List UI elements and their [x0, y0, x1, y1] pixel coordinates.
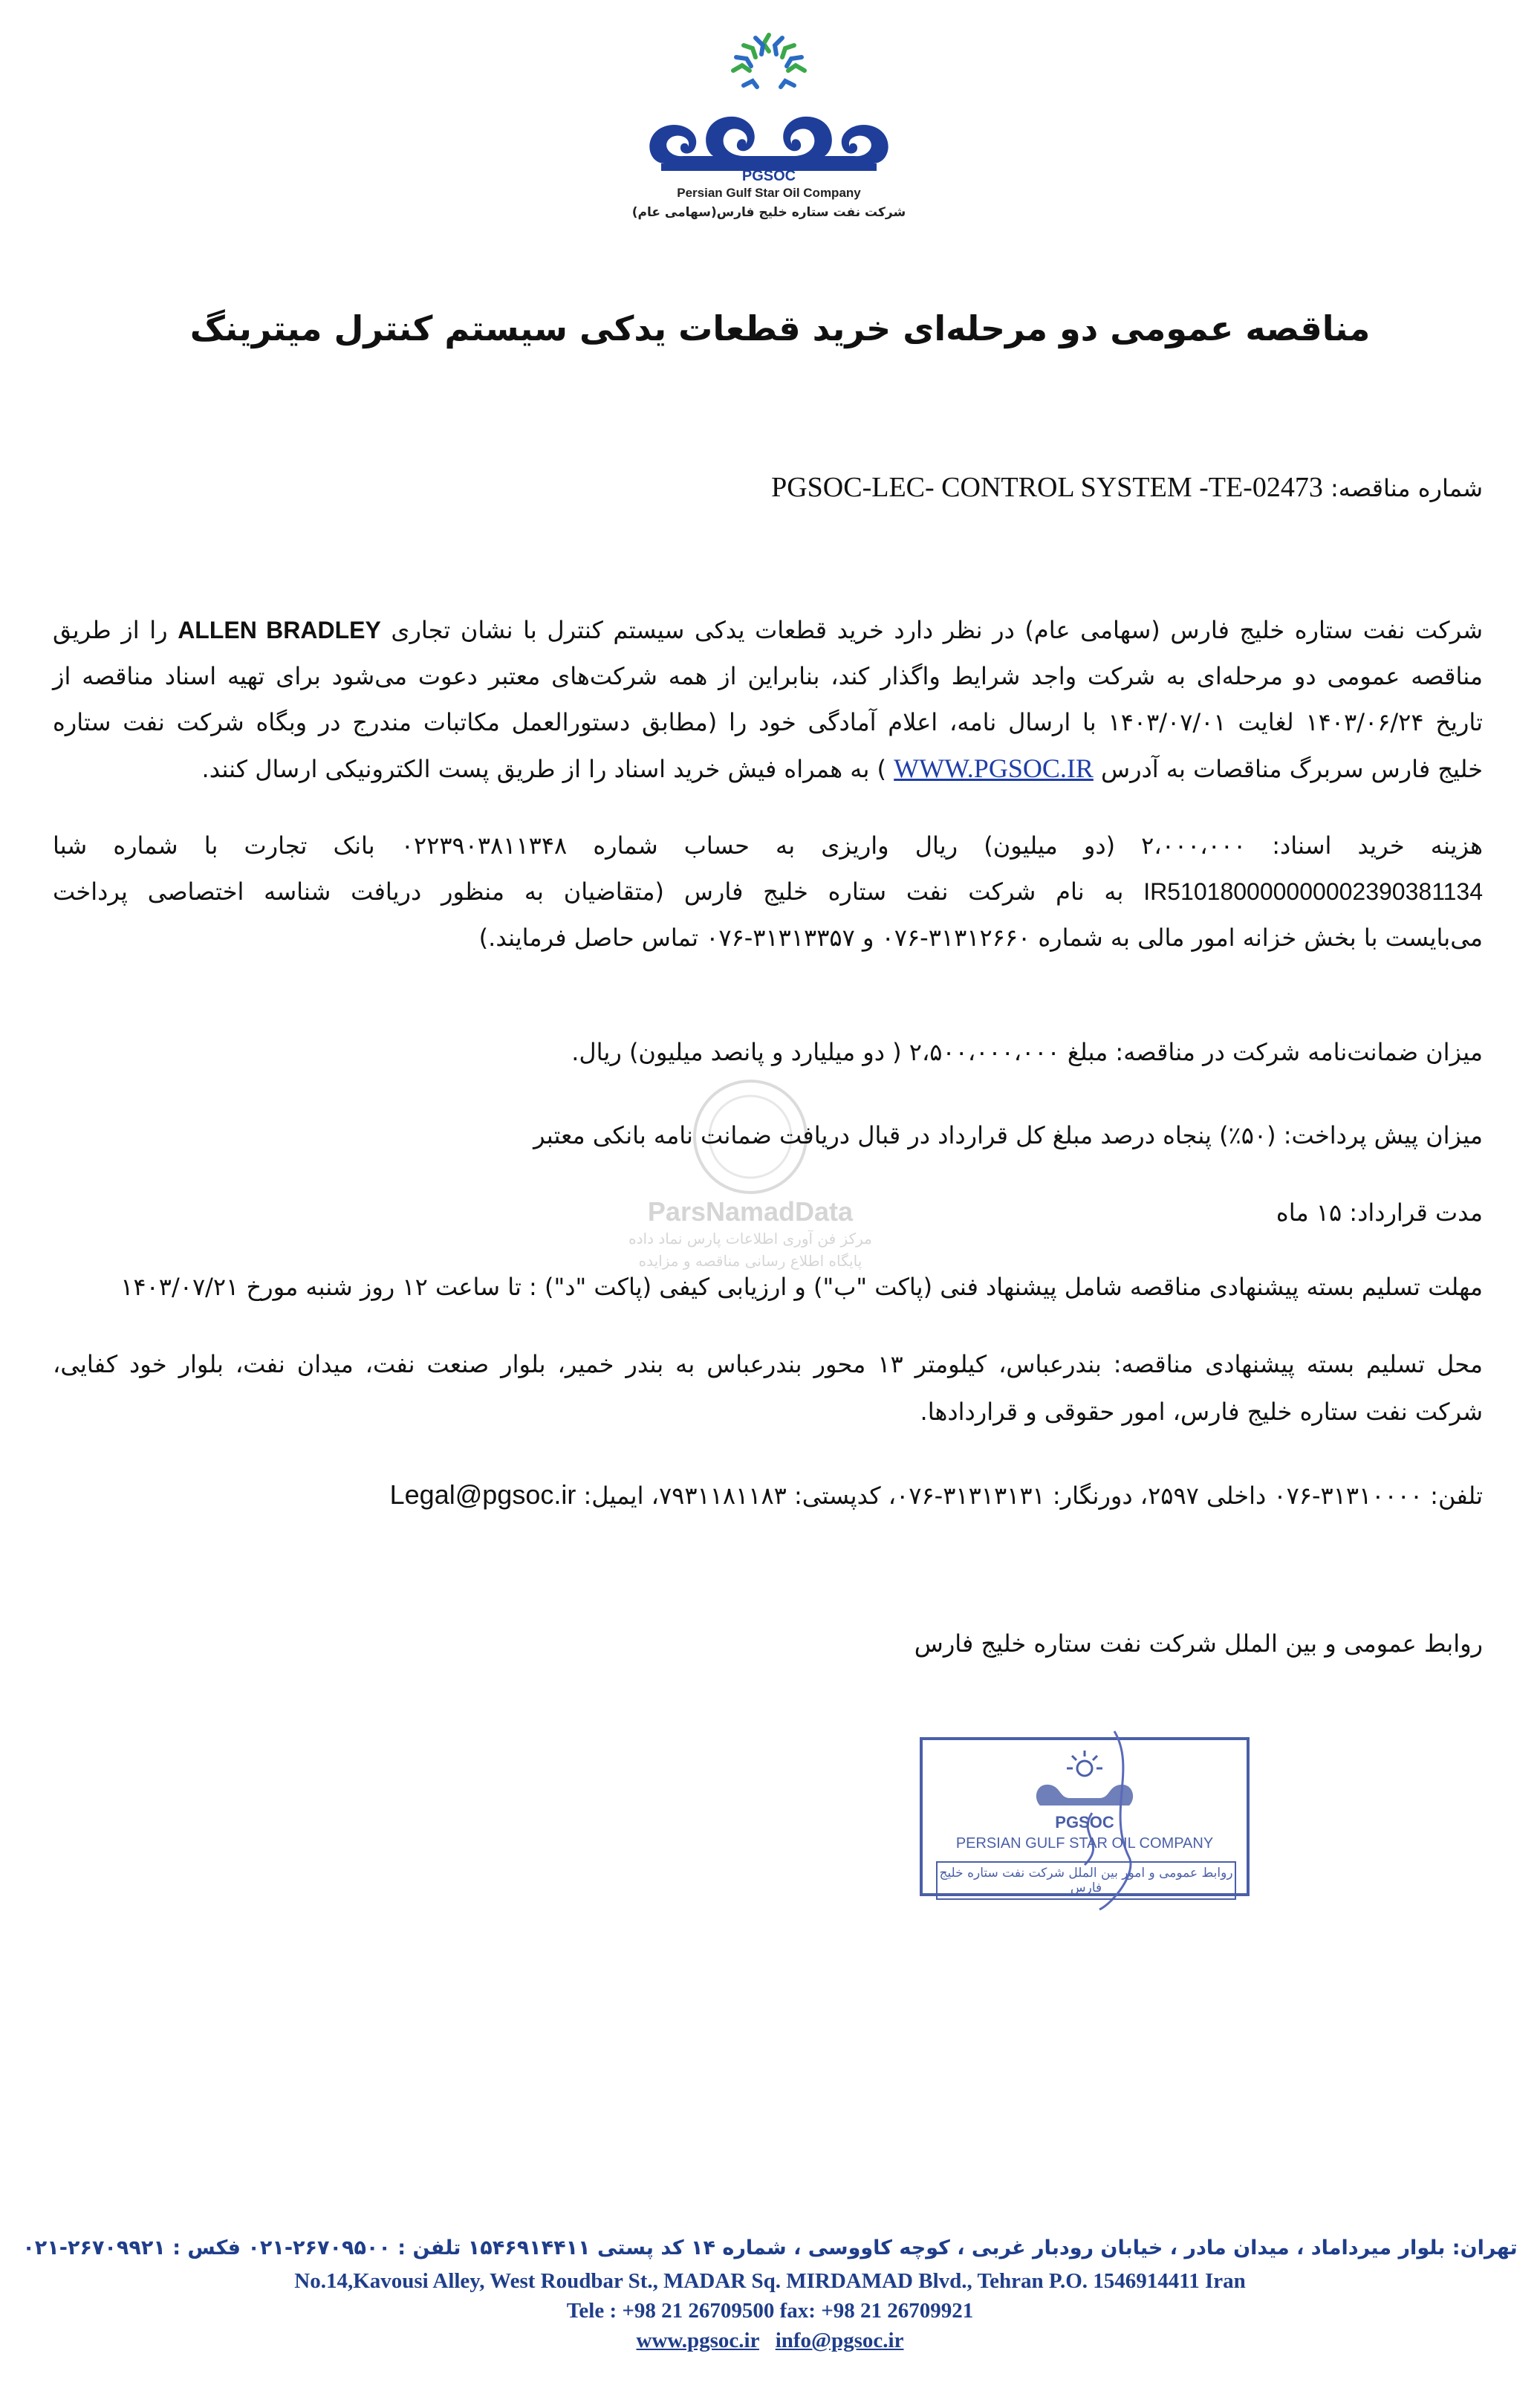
para1-line1	[53, 611, 1483, 649]
company-logo	[631, 22, 906, 238]
tender-number-label: شماره مناقصه:	[1331, 474, 1483, 502]
contract-duration: مدت قرارداد: ۱۵ ماه	[1276, 1198, 1483, 1227]
contact-info	[53, 1476, 1483, 1515]
footer-address-en: No.14,Kavousi Alley, West Roudbar St., MADAR Sq. MIRDAMAD Blvd., Tehran P.O. 1546914411 Iran	[294, 2269, 1246, 2293]
footer-address-fa: تهران: بلوار میرداماد ، میدان مادر ، خیابان رودبار غربی ، کوچه کاووسی ، شماره ۱۴ کد پستی ۱۵۴۶۹۱۴۴۱۱ تلفن : ۲۶۷۰۹۵۰۰-۰۲۱ فکس : ۲۶۷۰۹۹۲۱-۰۲۱	[22, 2236, 1518, 2259]
para1-line3: تاریخ ۱۴۰۳/۰۶/۲۴ لغایت ۱۴۰۳/۰۷/۰۱ با ارسال نامه، اعلام آمادگی خود را (مطابق دستورالعمل مکاتبات مندرج در وبگاه شرکت نفت ستاره	[53, 708, 1484, 736]
guarantee-amount: میزان ضمانت‌نامه شرکت در مناقصه: مبلغ ۲،۵۰۰،۰۰۰،۰۰۰ ( دو میلیارد و پانصد میلیون) ریال.	[571, 1038, 1483, 1066]
logo-company-fa: شرکت نفت ستاره خلیج فارس(سهامی عام)	[631, 205, 906, 220]
brand-name: ALLEN BRADLEY	[178, 617, 381, 643]
logo-abbr: PGSOC	[741, 168, 796, 184]
watermark-brand: ParsNamadData	[647, 1196, 854, 1227]
para1-text-d: ) به همراه فیش خرید اسناد را از طریق پست الکترونیکی ارسال کنند.	[201, 755, 886, 783]
para2-line3: می‌بایست با بخش خزانه امور مالی به شماره ۳۱۳۱۲۶۶۰-۰۷۶ و ۳۱۳۱۳۳۵۷-۰۷۶ تماس حاصل فرمایند.)	[478, 924, 1483, 952]
stamp-dept: روابط عمومی و امور بین الملل شرکت نفت ستاره خلیج فارس	[936, 1861, 1236, 1900]
tender-number	[53, 468, 1483, 507]
para1-text-b: را از طریق	[53, 616, 168, 644]
para1-text-a: شرکت نفت ستاره خلیج فارس (سهامی عام) در نظر دارد خرید قطعات یدکی سیستم کنترل با نشان تجاری	[391, 616, 1484, 644]
watermark-line2: پایگاه اطلاع رسانی مناقصه و مزایده	[638, 1252, 862, 1270]
contact-email[interactable]: Legal@pgsoc.ir	[389, 1479, 576, 1510]
location-line2: شرکت نفت ستاره خلیج فارس، امور حقوقی و قراردادها.	[920, 1398, 1483, 1426]
para2-line1: هزینه خرید اسناد: ۲،۰۰۰،۰۰۰ (دو میلیون) ریال واریزی به حساب شماره ۰۲۲۳۹۰۳۸۱۱۳۴۸ بانک تجارت با شماره شبا	[53, 831, 1483, 860]
official-stamp	[891, 1724, 1278, 1917]
footer-links	[0, 2329, 1540, 2353]
watermark	[572, 1070, 929, 1278]
tender-website-link[interactable]: WWW.PGSOC.IR	[894, 753, 1094, 783]
contact-text: تلفن: ۳۱۳۱۰۰۰۰-۰۷۶ داخلی ۲۵۹۷، دورنگار: ۳۱۳۱۳۱۳۱-۰۷۶، کدپستی: ۷۹۳۱۱۸۱۱۸۳، ایمیل:	[583, 1482, 1483, 1510]
para2-line2	[53, 872, 1483, 911]
para1-line2: مناقصه عمومی دو مرحله‌ای به شرکت واجد شرایط واگذار کند، بنابراین از همه شرکت‌های معتبر دعوت می‌شود برای تهیه اسناد مناقصه از	[53, 662, 1483, 690]
footer-email-link[interactable]: info@pgsoc.ir	[775, 2329, 904, 2352]
para2-text-b: به نام شرکت نفت ستاره خلیج فارس (متقاضیان به منظور دریافت شناسه اختصاصی پرداخت	[53, 877, 1124, 906]
para1-text-c: خلیج فارس سربرگ مناقصات به آدرس	[1101, 755, 1483, 783]
iban-number: IR510180000000002390381134	[1143, 878, 1483, 905]
prepayment: میزان پیش پرداخت: (۵۰٪) پنجاه درصد مبلغ کل قرارداد در قبال دریافت ضمانت نامه بانکی معتبر	[533, 1121, 1483, 1149]
page-title: مناقصه عمومی دو مرحله‌ای خرید قطعات یدکی سیستم کنترل میترینگ	[189, 308, 1371, 348]
watermark-line1: مرکز فن آوری اطلاعات پارس نماد داده	[628, 1230, 872, 1248]
stamp-abbr: PGSOC	[1055, 1813, 1114, 1832]
submission-deadline: مهلت تسلیم بسته پیشنهادی مناقصه شامل پیشنهاد فنی (پاکت "ب") و ارزیابی کیفی (پاکت "د") : تا ساعت ۱۲ روز شنبه مورخ ۱۴۰۳/۰۷/۲۱	[120, 1273, 1483, 1301]
tender-number-code: PGSOC-LEC- CONTROL SYSTEM -TE-02473	[771, 472, 1323, 503]
footer-phones: Tele : +98 21 26709500 fax: +98 21 26709921	[566, 2299, 974, 2323]
para1-line4	[53, 749, 1483, 788]
footer-web-link[interactable]: www.pgsoc.ir	[636, 2329, 759, 2352]
location-line1: محل تسلیم بسته پیشنهادی مناقصه: بندرعباس، کیلومتر ۱۳ محور بندرعباس به بندر خمیر، بلوار صنعت نفت، میدان نفت، بلوار خود کفایی،	[53, 1350, 1484, 1378]
signature-line: روابط عمومی و بین الملل شرکت نفت ستاره خلیج فارس	[914, 1629, 1483, 1658]
stamp-company: PERSIAN GULF STAR OIL COMPANY	[955, 1835, 1214, 1852]
logo-company-en: Persian Gulf Star Oil Company	[677, 186, 861, 200]
